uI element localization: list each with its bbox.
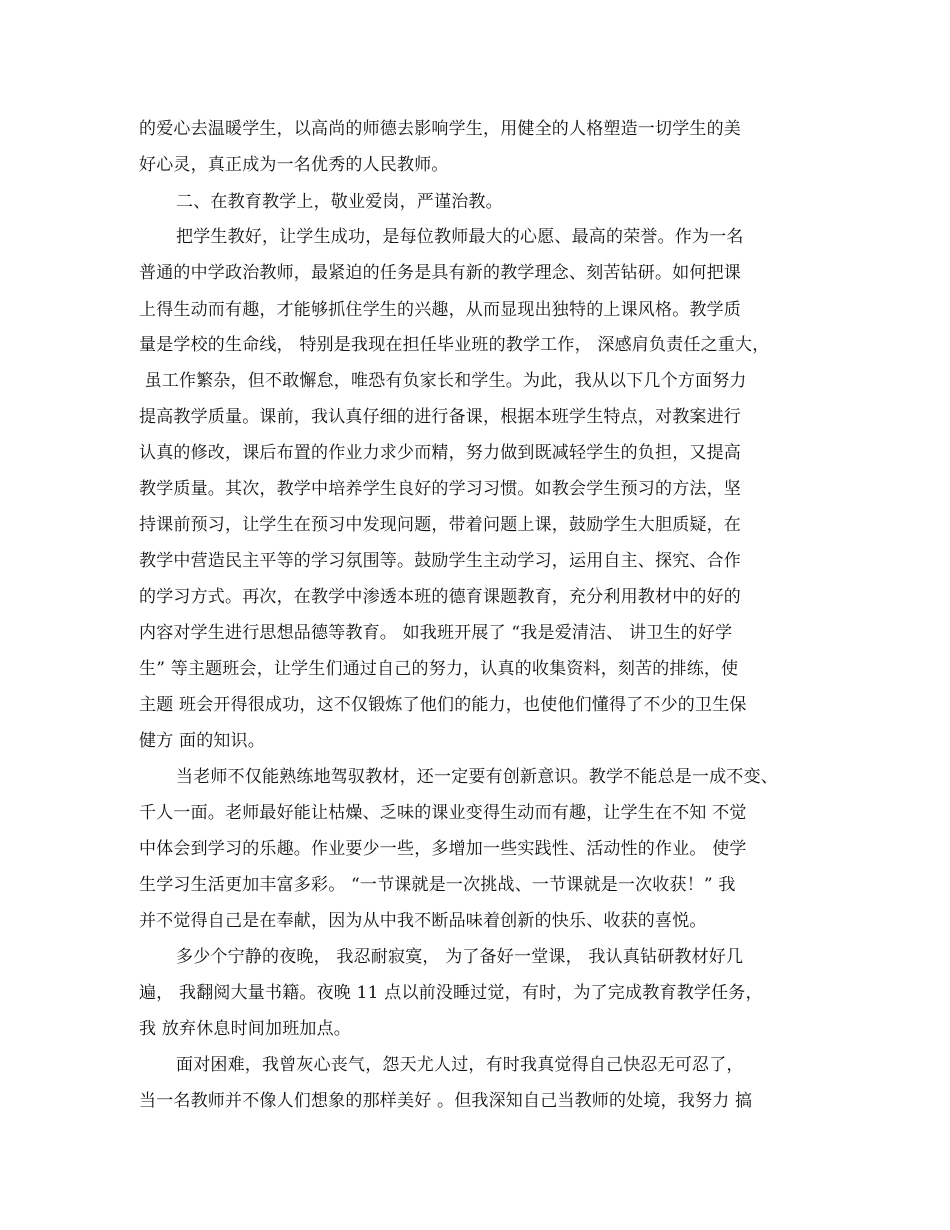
text-line: 主题 班会开得很成功，这不仅锻炼了他们的能力，也使他们懂得了不少的卫生保 xyxy=(139,695,747,715)
text-line: 量是学校的生命线， 特别是我现在担任毕业班的教学工作， 深感肩负责任之重大， xyxy=(139,335,770,355)
text-line: 并不觉得自己是在奉献，因为从中我不断品味着创新的快乐、收获的喜悦。 xyxy=(139,911,707,931)
text-line: 教学中营造民主平等的学习氛围等。鼓励学生主动学习，运用自主、探究、合作 xyxy=(139,551,741,571)
text-line: 生学习生活更加丰富多彩。 “一节课就是一次挑战、一节课就是一次收获！” 我 xyxy=(139,875,736,895)
text-line: 健方 面的知识。 xyxy=(139,731,266,751)
text-line: 提高教学质量。课前，我认真仔细的进行备课，根据本班学生特点，对教案进行 xyxy=(139,407,741,427)
text-line: 遍， 我翻阅大量书籍。夜晚 11 点以前没睡过觉，有时，为了完成教育教学任务， xyxy=(139,983,763,1003)
text-line: 当一名教师并不像人们想象的那样美好 。但我深知自己当教师的处境，我努力 搞 xyxy=(139,1091,753,1111)
text-line: 多少个宁静的夜晚， 我忍耐寂寞， 为了备好一堂课， 我认真钻研教材好几 xyxy=(176,947,744,967)
text-line: 生” 等主题班会，让学生们通过自己的努力，认真的收集资料，刻苦的排练，使 xyxy=(139,659,739,679)
text-line: 上得生动而有趣，才能够抓住学生的兴趣，从而显现出独特的上课风格。教学质 xyxy=(139,300,741,320)
text-line: 内容对学生进行思想品德等教育。 如我班开展了 “我是爱清洁、 讲卫生的好学 xyxy=(139,623,733,643)
section-heading: 二、在教育教学上，敬业爱岗，严谨治教。 xyxy=(176,192,503,212)
text-line: 普通的中学政治教师，最紧迫的任务是具有新的教学理念、刻苦钻研。如何把课 xyxy=(139,263,741,283)
text-line: 当老师不仅能熟练地驾驭教材，还一定要有创新意识。教学不能总是一成不变、 xyxy=(176,767,778,787)
text-line: 认真的修改，课后布置的作业力求少而精，努力做到既减轻学生的负担，又提高 xyxy=(139,443,741,463)
text-line: 虽工作繁杂，但不敢懈怠，唯恐有负家长和学生。为此，我从以下几个方面努力 xyxy=(139,371,747,391)
text-line: 面对困难，我曾灰心丧气，怨天尤人过，有时我真觉得自己快忍无可忍了， xyxy=(176,1055,744,1075)
text-line: 的爱心去温暖学生，以高尚的师德去影响学生，用健全的人格塑造一切学生的美 xyxy=(139,119,741,139)
text-line: 好心灵，真正成为一名优秀的人民教师。 xyxy=(139,155,449,175)
text-line: 教学质量。其次，教学中培养学生良好的学习习惯。如教会学生预习的方法，坚 xyxy=(139,479,741,499)
text-line: 把学生教好，让学生成功，是每位教师最大的心愿、最高的荣誉。作为一名 xyxy=(176,227,744,247)
text-line: 的学习方式。再次，在教学中渗透本班的德育课题教育，充分利用教材中的好的 xyxy=(139,587,741,607)
text-line: 千人一面。老师最好能让枯燥、乏味的课业变得生动而有趣，让学生在不知 不觉 xyxy=(139,803,747,823)
text-line: 中体会到学习的乐趣。作业要少一些，多增加一些实践性、活动性的作业。 使学 xyxy=(139,839,747,859)
text-line: 持课前预习，让学生在预习中发现问题，带着问题上课，鼓励学生大胆质疑，在 xyxy=(139,515,741,535)
text-line: 我 放弃休息时间加班加点。 xyxy=(139,1019,352,1039)
